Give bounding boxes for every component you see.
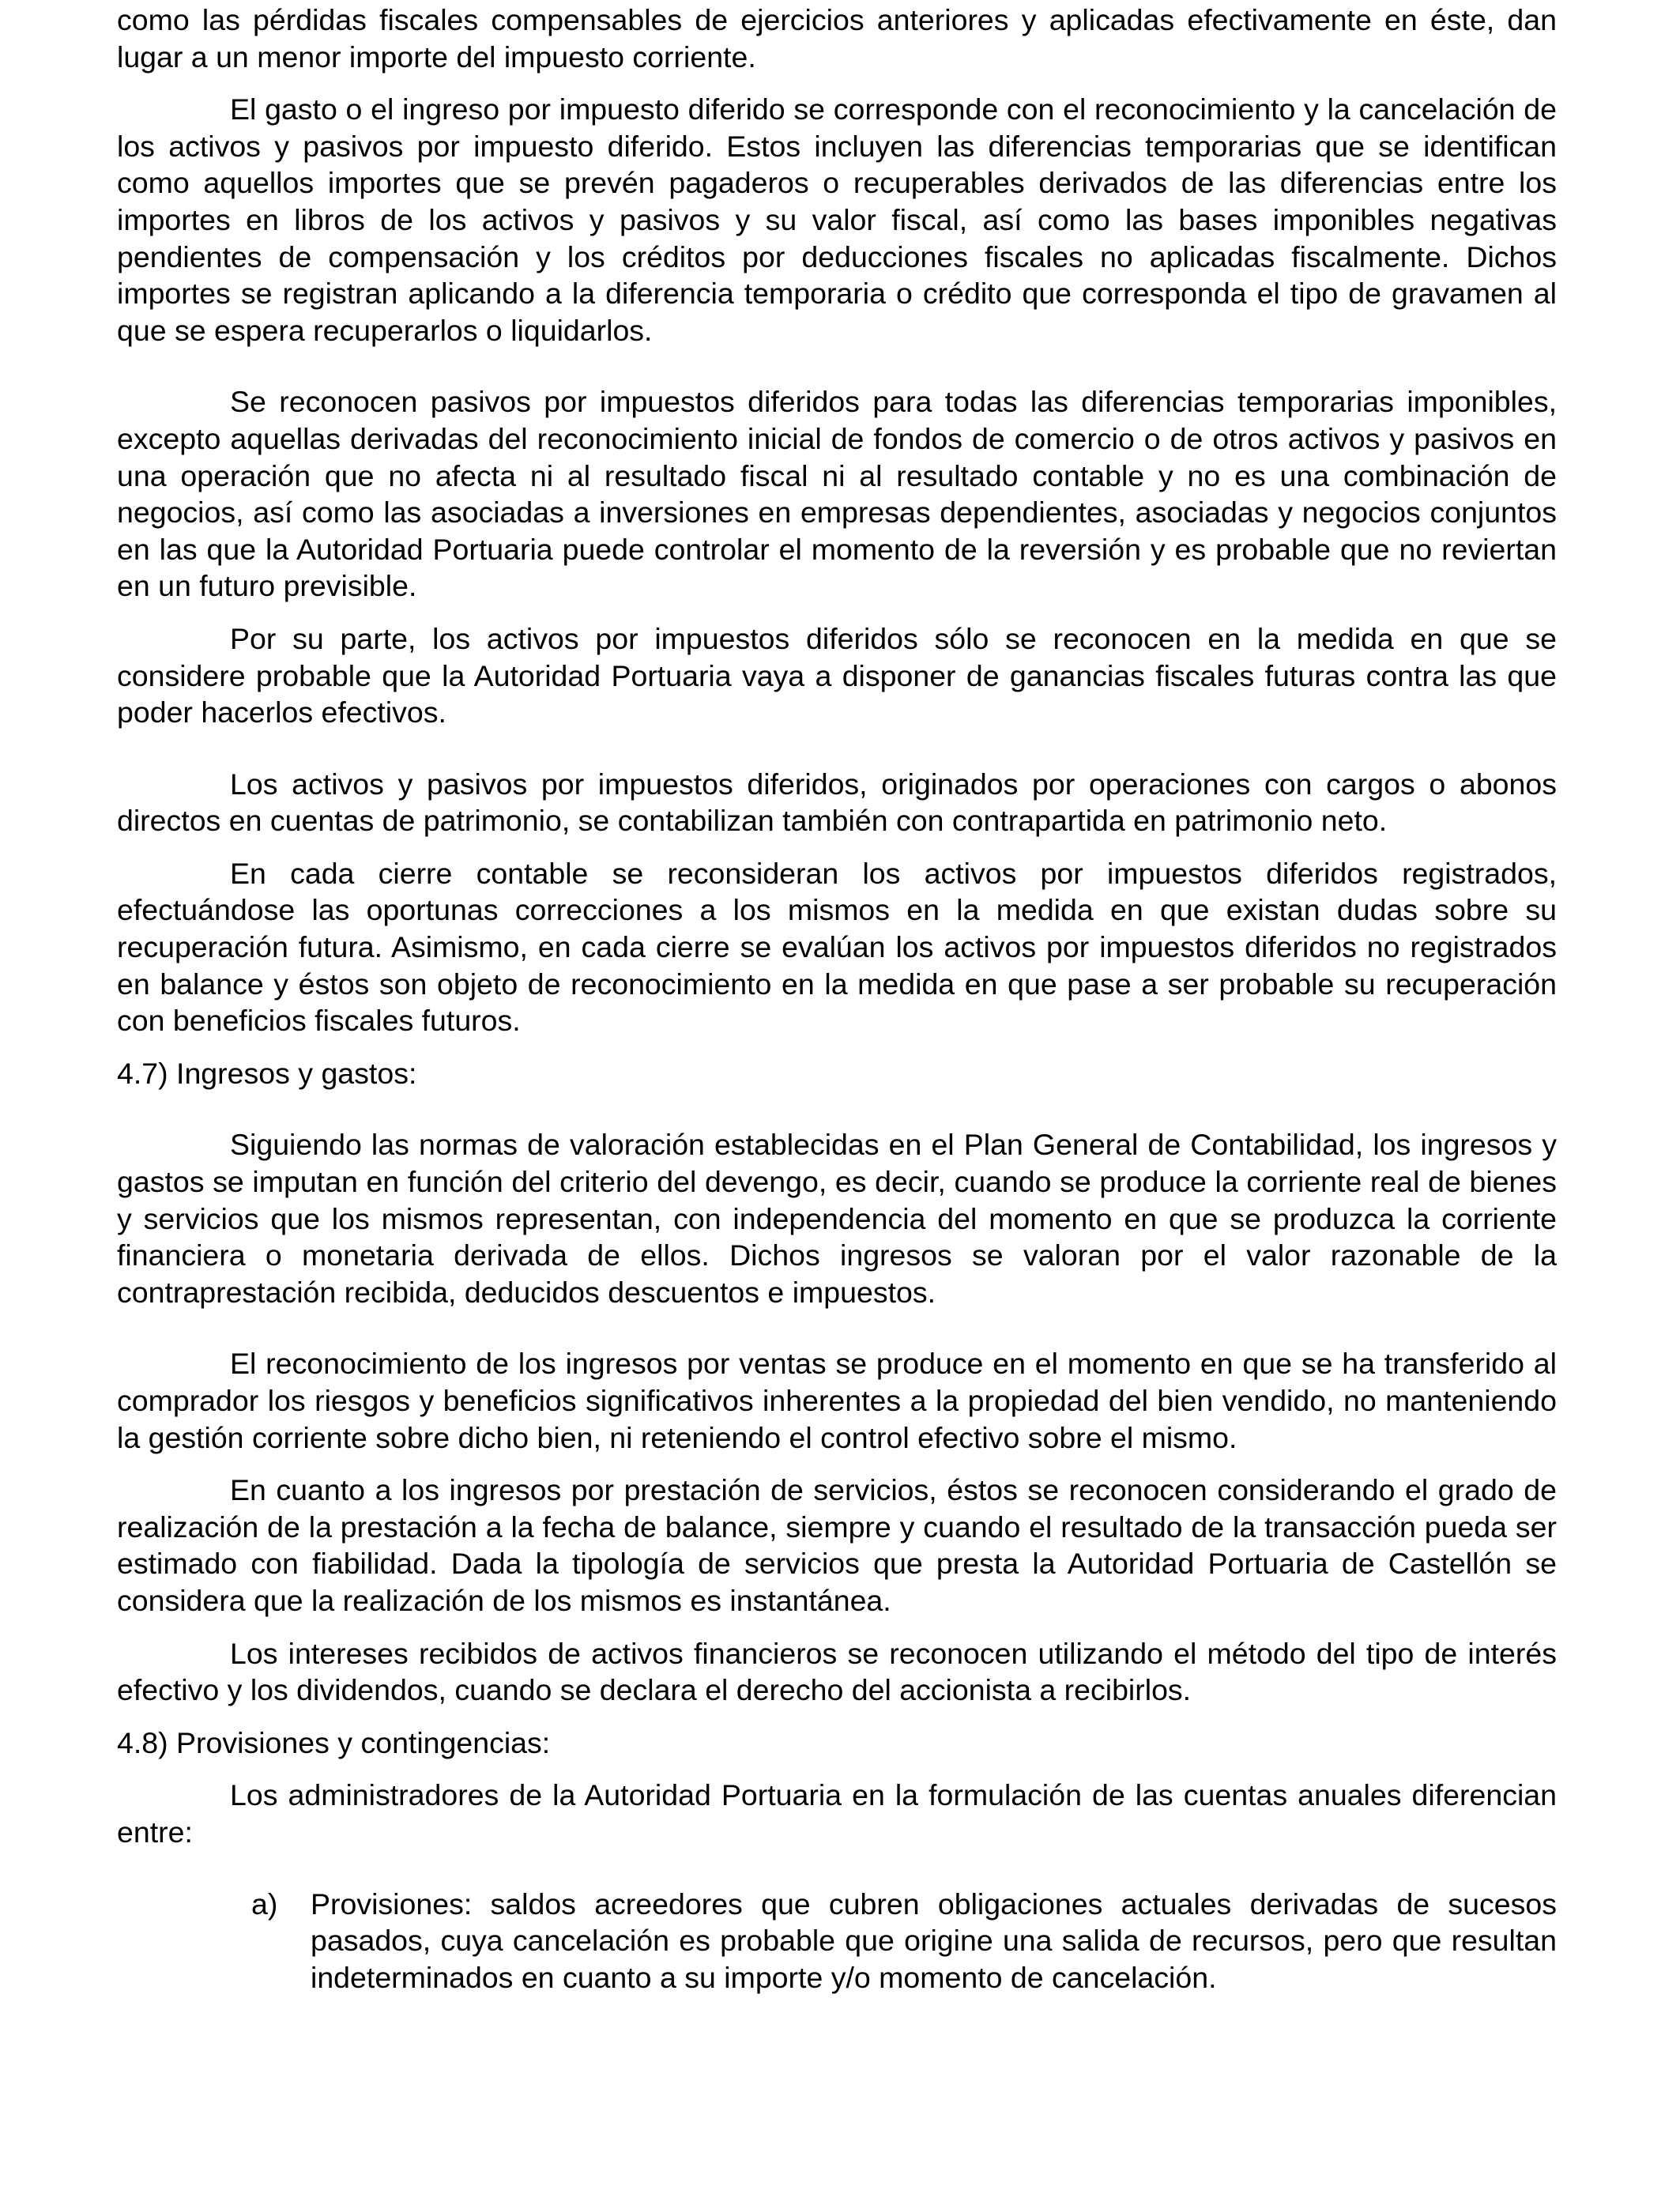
section-heading-4-8: 4.8) Provisiones y contingencias: bbox=[117, 1725, 551, 1759]
paragraph-administrators-differentiate: Los administradores de la Autoridad Portuaria en la formulación de las cuentas anuales diferencian entre: bbox=[117, 1778, 1557, 1849]
paragraph-deferred-tax-liabilities: Se reconocen pasivos por impuestos diferidos para todas las diferencias temporarias imponibles, excepto aquellas derivadas del reconocimiento inicial de fondos de comercio o de otros activos y pasivos en una operación que no afecta ni al resultado fiscal ni al resultado contable y no es una combinación de negocios, así como las asociadas a inversiones en empresas dependientes, asociadas y negocios conjuntos en las que la Autoridad Portuaria puede controlar el momento de la reversión y es probable que no reviertan en un futuro previsible. bbox=[117, 385, 1557, 603]
list-item-provisions bbox=[117, 1886, 1557, 1996]
paragraph-equity-deferred-taxes: Los activos y pasivos por impuestos diferidos, originados por operaciones con cargos o abonos directos en cuentas de patrimonio, se contabilizan también con contrapartida en patrimonio neto. bbox=[117, 767, 1557, 838]
paragraph-deferred-tax-assets: Por su parte, los activos por impuestos diferidos sólo se reconocen en la medida en que se considere probable que la Autoridad Portuaria vaya a disponer de ganancias fiscales futuras contra las que poder hacerlos efectivos. bbox=[117, 621, 1557, 729]
paragraph-sales-recognition: El reconocimiento de los ingresos por ventas se produce en el momento en que se ha transferido al comprador los riesgos y beneficios significativos inherentes a la propiedad del bien vendido, no manteniendo la gestión corriente sobre dicho bien, ni reteniendo el control efectivo sobre el mismo. bbox=[117, 1347, 1557, 1454]
paragraph-continuation: como las pérdidas fiscales compensables de ejercicios anteriores y aplicadas efectivamente en éste, dan lugar a un menor importe del impuesto corriente. bbox=[117, 3, 1557, 74]
section-heading-4-7: 4.7) Ingresos y gastos: bbox=[117, 1056, 417, 1090]
paragraph-deferred-tax-expense: El gasto o el ingreso por impuesto diferido se corresponde con el reconocimiento y la cancelación de los activos y pasivos por impuesto diferido. Estos incluyen las diferencias temporarias que se identifican como aquellos importes que se prevén pagaderos o recuperables derivados de las diferencias entre los importes en libros de los activos y pasivos y su valor fiscal, así como las bases imponibles negativas pendientes de compensación y los créditos por deducciones fiscales no aplicadas fiscalmente. Dichos importes se registran aplicando a la diferencia temporaria o crédito que corresponda el tipo de gravamen al que se espera recuperarlos o liquidarlos. bbox=[117, 92, 1557, 347]
list-marker-a: a) bbox=[251, 1887, 278, 1921]
paragraph-income-expense-accrual: Siguiendo las normas de valoración establecidas en el Plan General de Contabilidad, los ingresos y gastos se imputan en función del criterio del devengo, es decir, cuando se produce la corriente real de bienes y servicios que los mismos representan, con independencia del momento en que se produzca la corriente financiera o monetaria derivada de ellos. Dichos ingresos se valoran por el valor razonable de la contraprestación recibida, deducidos descuentos e impuestos. bbox=[117, 1128, 1557, 1309]
list-item-text-provisions: Provisiones: saldos acreedores que cubren obligaciones actuales derivadas de sucesos pasados, cuya cancelación es probable que origine una salida de recursos, pero que resultan indeterminados en cuanto a su importe y/o momento de cancelación. bbox=[311, 1887, 1557, 1994]
paragraph-interest-dividends: Los intereses recibidos de activos financieros se reconocen utilizando el método del tipo de interés efectivo y los dividendos, cuando se declara el derecho del accionista a recibirlos. bbox=[117, 1636, 1557, 1707]
paragraph-services-recognition: En cuanto a los ingresos por prestación de servicios, éstos se reconocen considerando el grado de realización de la prestación a la fecha de balance, siempre y cuando el resultado de la transacción pueda ser estimado con fiabilidad. Dada la tipología de servicios que presta la Autoridad Portuaria de Castellón se considera que la realización de los mismos es instantánea. bbox=[117, 1473, 1557, 1617]
document-body bbox=[117, 2, 1557, 1996]
paragraph-closing-reassessment: En cada cierre contable se reconsideran los activos por impuestos diferidos registrados, efectuándose las oportunas correcciones a los mismos en la medida en que existan dudas sobre su recuperación futura. Asimismo, en cada cierre se evalúan los activos por impuestos diferidos no registrados en balance y éstos son objeto de reconocimiento en la medida en que pase a ser probable su recuperación con beneficios fiscales futuros. bbox=[117, 856, 1557, 1038]
